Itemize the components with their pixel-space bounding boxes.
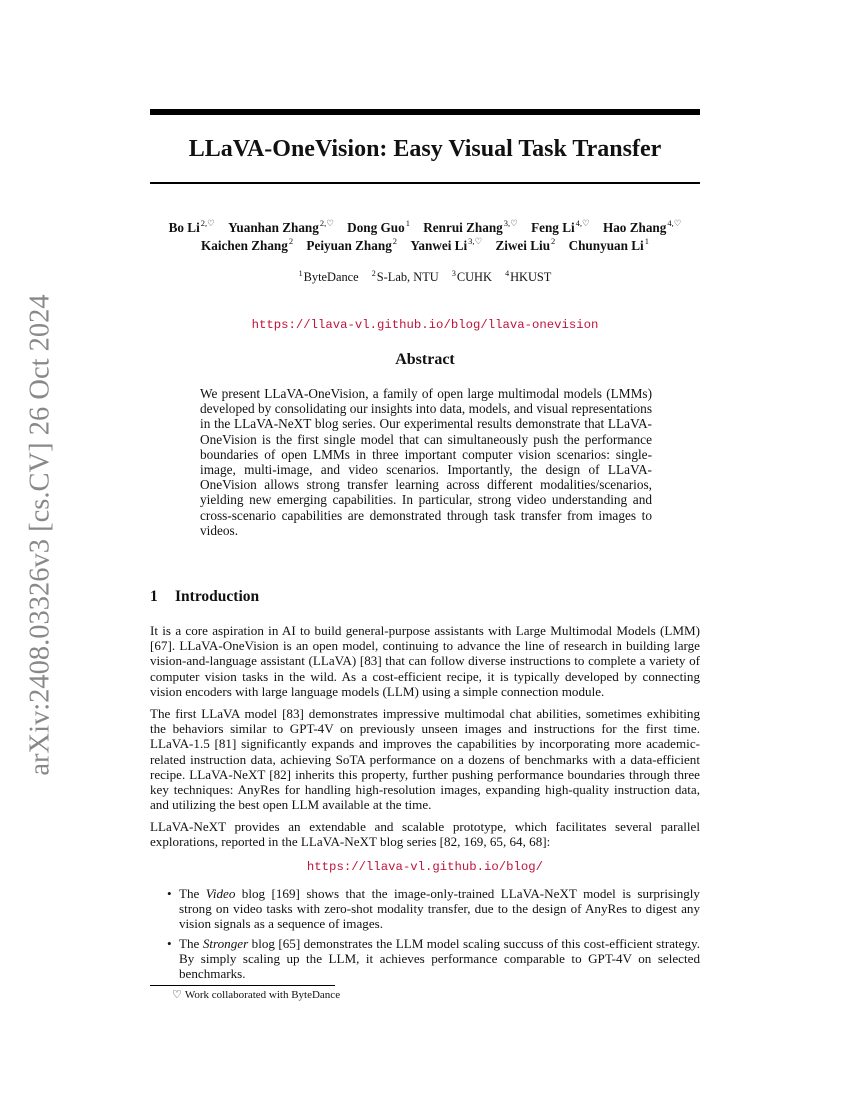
- list-item: • The Video blog [169] shows that the image-only-trained LLaVA-NeXT model is surprisingly strong on video tasks with zero-shot modality transfer, due to the design of AnyRes to digest any vision signals as a sequence of images.: [167, 886, 700, 932]
- blog-name: Video: [205, 886, 236, 901]
- author: Feng $Li^{4,♡}$: [531, 218, 590, 235]
- blog-bullet-list: [150, 886, 700, 985]
- bullet-icon: •: [167, 935, 172, 951]
- author: Chunyuan Li$^1$: [568, 236, 649, 253]
- footnote: [172, 988, 340, 1001]
- author: Renrui Zhang$^{3,♡}$: [423, 218, 518, 235]
- heart-icon: ♡: [172, 989, 182, 1001]
- affiliation: $^3$CUHK: [451, 269, 492, 284]
- footnote-rule: [150, 985, 335, 986]
- bullet-icon: •: [167, 886, 172, 901]
- paragraph: It is a core aspiration in AI to build general-purpose assistants with Large Multimodal Models (LMM) [67]. LLaVA-OneVision is an open model, continuing to advance the line of research in building large vision-and-language assistant (LLaVA) [83] that can follow diverse instructions to complete a variety of computer vision tasks in the wild. As a cost-efficient recipe, it is typically developed by connecting vision encoders with large language models (LLM) using a simple connection module.: [150, 623, 700, 699]
- author: Ziwei Liu$^2$: [495, 236, 556, 253]
- paragraph: LLaVA-NeXT provides an extendable and scalable prototype, which facilitates several parallel explorations, reported in the LLaVA-NeXT blog series [82, 169, 65, 64, 68]:: [150, 819, 700, 850]
- paper-title: LLaVA-OneVision: Easy Visual Task Transfer: [188, 136, 662, 162]
- section-heading: [150, 588, 259, 606]
- blog-url-link[interactable]: https://llava-vl.github.io/blog/: [306, 860, 544, 874]
- abstract-heading: Abstract: [395, 351, 455, 368]
- abstract-text: We present LLaVA-OneVision, a family of open large multimodal models (LMMs) developed by consolidating our insights into data, models, and visual representations in the LLaVA-NeXT blog series. Our experimental results demonstrate that LLaVA-OneVision is the first single model that can simultaneously push the performance boundaries of open LMMs in three important computer vision scenarios: single-image, multi-image, and video scenarios. Importantly, the design of LLaVA-OneVision allows strong transfer learning across different modalities/scenarios, yielding new emerging capabilities. In particular, strong video understanding and cross-scenario capabilities are demonstrated through task transfer from images to videos.: [200, 386, 652, 538]
- author: Dong Guo$^1$: [347, 218, 410, 235]
- author-list: [140, 219, 710, 255]
- arxiv-stamp-text: arXiv:2408.03326v3 [cs.CV] 26 Oct 2024: [25, 294, 56, 776]
- section-number: 1: [150, 588, 158, 605]
- affiliation: $^4$HKUST: [505, 269, 552, 284]
- author: Hao Zhang$^{4,♡}$: [602, 218, 682, 235]
- arxiv-stamp: [18, 290, 64, 780]
- paragraph: The first LLaVA model [83] demonstrates impressive multimodal chat abilities, sometimes exhibiting the behaviors similar to GPT-4V on previously unseen images and instructions for the first time. LLaVA-1.5 [81] significantly expands and improves the capabilities by incorporating more academic-related instruction data, achieving SoTA performance on a dozens of benchmarks with a data-efficient recipe. LLaVA-NeXT [82] inherits this property, further pushing performance boundaries through three key techniques: AnyRes for handling high-resolution images, expanding high-quality instruction data, and utilizing the best open LLM available at the time.: [150, 706, 700, 813]
- affiliation: $^1$ByteDance: [298, 269, 359, 284]
- author: Kaichen Zhang$^2$: [201, 236, 294, 253]
- footnote-text: Work collaborated with ByteDance: [184, 989, 341, 1001]
- title-rule-top: [150, 109, 700, 115]
- author: Yuanhan Zhang$^{2,♡}$: [228, 218, 334, 235]
- author: Bo $Li^{2,♡}$: [168, 218, 215, 235]
- author: Peiyuan Zhang$^2$: [306, 236, 398, 253]
- affiliation-list: [150, 268, 700, 286]
- title-rule-bottom: [150, 182, 700, 184]
- blog-name: Stronger: [202, 935, 249, 951]
- section-title: Introduction: [175, 588, 260, 605]
- author: Yanwei $Li^{3,♡}$: [410, 236, 483, 253]
- project-url-link[interactable]: https://llava-vl.github.io/blog/llava-onevision: [251, 318, 599, 332]
- affiliation: $^2$S-Lab, NTU: [371, 269, 439, 284]
- list-item: • The Stronger blog [65] demonstrates the LLM model scaling succuss of this cost-efficient strategy. By simply scaling up the LLM, it achieves performance comparable to GPT-4V on selected benchmarks.: [167, 935, 700, 982]
